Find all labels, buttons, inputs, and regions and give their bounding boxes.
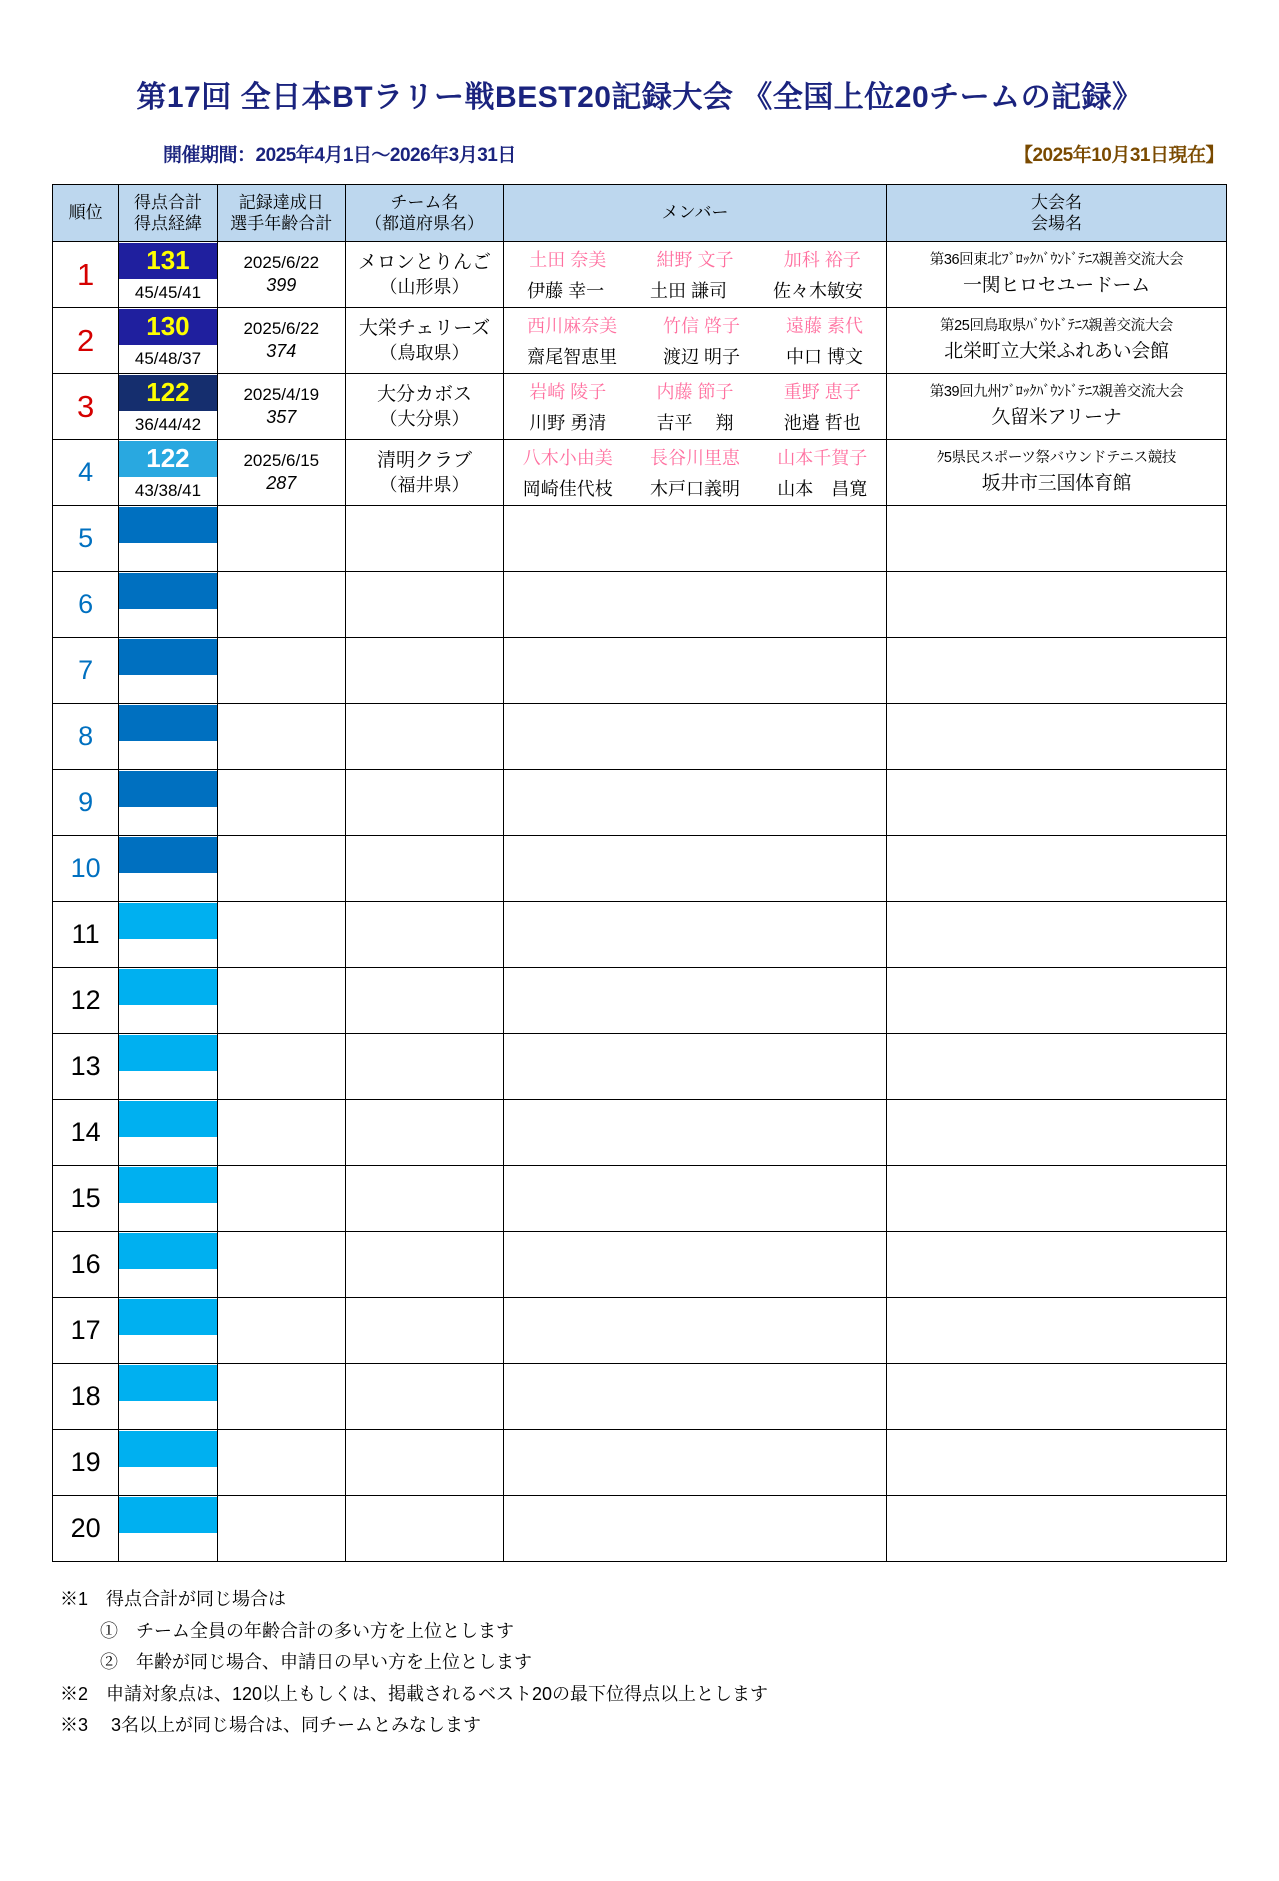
note-line: ※2 申請対象点は、120以上もしくは、掲載されるベスト20の最下位得点以上とします	[60, 1683, 769, 1704]
team-name: メロンとりんご	[358, 251, 492, 273]
member-row-top	[504, 442, 886, 473]
rank-cell: 14	[53, 1100, 119, 1166]
score-total	[119, 639, 216, 675]
note-line: ※1 得点合計が同じ場合は	[60, 1589, 287, 1609]
member-name: 長谷川里恵	[650, 448, 741, 468]
date-cell	[217, 1232, 345, 1298]
member-cell	[504, 1232, 887, 1298]
team-cell	[345, 1034, 503, 1100]
team-name: 清明クラブ	[377, 449, 473, 471]
event-cell	[886, 506, 1226, 572]
member-name: 加科 裕子	[783, 250, 861, 270]
team-name: 大栄チェリーズ	[358, 317, 491, 339]
table-row	[53, 308, 1227, 374]
date-cell	[217, 1430, 345, 1496]
event-cell	[886, 572, 1226, 638]
score-breakdown	[119, 1203, 216, 1231]
member-name: 土田 奈美	[529, 250, 607, 270]
member-name: 重野 恵子	[783, 382, 861, 402]
score-total	[119, 1167, 216, 1203]
score-breakdown	[119, 1401, 216, 1429]
team-cell	[345, 968, 503, 1034]
score-breakdown	[119, 1269, 216, 1297]
team-cell	[345, 770, 503, 836]
member-name: 岡崎佳代枝	[522, 479, 613, 499]
event-cell	[886, 1298, 1226, 1364]
date-cell	[217, 1166, 345, 1232]
score-breakdown	[119, 675, 216, 703]
team-prefecture: （鳥取県）	[379, 343, 470, 364]
header-date	[217, 185, 345, 242]
member-name: 吉平 翔	[656, 413, 734, 433]
score-cell	[119, 1496, 217, 1562]
header-event-bottom: 会場名	[1030, 214, 1082, 233]
rank-cell: 8	[53, 704, 119, 770]
score-breakdown	[119, 807, 216, 835]
table-row	[53, 506, 1227, 572]
header-team-bottom: （都道府県名）	[365, 214, 485, 233]
table-header	[53, 185, 1227, 242]
member-cell	[504, 968, 887, 1034]
member-name: 中口 博文	[785, 347, 863, 367]
score-breakdown: 45/48/37	[134, 348, 202, 368]
member-cell	[504, 308, 887, 374]
member-name: 齋尾智恵里	[527, 347, 618, 367]
header-member: メンバー	[504, 185, 887, 242]
event-cell	[886, 242, 1226, 308]
table-row	[53, 572, 1227, 638]
score-total	[119, 903, 216, 939]
score-total	[119, 1431, 216, 1467]
member-name: 岩崎 陵子	[529, 382, 607, 402]
event-cell	[886, 770, 1226, 836]
team-cell	[345, 242, 503, 308]
score-total: 122	[119, 375, 216, 411]
header-event-top: 大会名	[1030, 192, 1082, 212]
date-cell	[217, 1496, 345, 1562]
venue-name: 久留米アリーナ	[991, 406, 1122, 428]
score-cell	[119, 1430, 217, 1496]
date-cell	[217, 1364, 345, 1430]
team-cell	[345, 704, 503, 770]
subheader	[0, 140, 1279, 170]
member-row-top	[504, 310, 886, 341]
venue-name: 坂井市三国体育館	[981, 472, 1132, 494]
team-cell	[345, 506, 503, 572]
table-body	[53, 242, 1227, 1562]
score-breakdown: 36/44/42	[134, 414, 202, 434]
date-cell	[217, 638, 345, 704]
member-name: 紺野 文子	[656, 250, 734, 270]
rank-cell: 20	[53, 1496, 119, 1562]
team-cell	[345, 374, 503, 440]
rank-cell: 15	[53, 1166, 119, 1232]
member-name: 山本千賀子	[777, 448, 868, 468]
as-of-date: 【2025年10月31日現在】	[1013, 145, 1224, 166]
event-name: 第39回九州ﾌﾞﾛｯｸﾊﾞｳﾝﾄﾞﾃﾆｽ親善交流大会	[929, 383, 1184, 400]
table-row	[53, 1430, 1227, 1496]
score-total: 130	[119, 309, 216, 345]
rank-cell: 10	[53, 836, 119, 902]
age-total: 374	[266, 341, 297, 361]
rank-cell: 19	[53, 1430, 119, 1496]
score-cell	[119, 1100, 217, 1166]
team-cell	[345, 1166, 503, 1232]
team-cell	[345, 308, 503, 374]
rank-cell: 6	[53, 572, 119, 638]
member-cell	[504, 506, 887, 572]
event-cell	[886, 902, 1226, 968]
member-row-bottom	[504, 407, 886, 438]
date-cell	[217, 440, 345, 506]
team-cell	[345, 836, 503, 902]
team-cell	[345, 638, 503, 704]
team-prefecture: （大分県）	[379, 409, 470, 430]
score-total	[119, 573, 216, 609]
age-total: 287	[266, 473, 297, 493]
rank-cell: 13	[53, 1034, 119, 1100]
date-cell	[217, 572, 345, 638]
team-prefecture: （山形県）	[379, 277, 470, 298]
member-name: 池邉 哲也	[783, 413, 861, 433]
date-cell	[217, 374, 345, 440]
header-date-top: 記録達成日	[238, 192, 324, 212]
date-cell	[217, 1034, 345, 1100]
score-total	[119, 771, 216, 807]
event-cell	[886, 374, 1226, 440]
score-cell	[119, 968, 217, 1034]
table-row	[53, 1496, 1227, 1562]
team-cell	[345, 440, 503, 506]
header-team-top: チーム名	[390, 192, 459, 212]
rank-cell: 11	[53, 902, 119, 968]
score-total	[119, 969, 216, 1005]
age-total: 357	[266, 407, 297, 427]
notes-block	[60, 1584, 1279, 1742]
member-cell	[504, 1034, 887, 1100]
record-date: 2025/6/22	[243, 253, 320, 272]
rank-cell: 3	[53, 374, 119, 440]
member-row-bottom	[504, 473, 886, 504]
team-prefecture: （福井県）	[379, 475, 470, 496]
member-cell	[504, 770, 887, 836]
team-cell	[345, 1298, 503, 1364]
score-cell	[119, 242, 217, 308]
event-cell	[886, 704, 1226, 770]
date-cell	[217, 836, 345, 902]
rank-cell: 4	[53, 440, 119, 506]
score-total: 122	[119, 441, 216, 477]
score-total	[119, 1035, 216, 1071]
rank-cell: 7	[53, 638, 119, 704]
member-cell	[504, 1364, 887, 1430]
event-cell	[886, 308, 1226, 374]
member-cell	[504, 1298, 887, 1364]
member-name: 竹信 啓子	[663, 316, 741, 336]
score-breakdown: 43/38/41	[134, 480, 202, 500]
member-name: 八木小由美	[522, 448, 613, 468]
note-line: ② 年齢が同じ場合、申請日の早い方を上位とします	[100, 1652, 532, 1672]
table-row	[53, 1100, 1227, 1166]
note-line: ※3 3名以上が同じ場合は、同チームとみなします	[60, 1715, 482, 1735]
date-cell	[217, 770, 345, 836]
member-cell	[504, 242, 887, 308]
member-cell	[504, 374, 887, 440]
date-cell	[217, 506, 345, 572]
member-row-bottom	[504, 341, 886, 372]
table-row	[53, 1298, 1227, 1364]
header-event	[886, 185, 1226, 242]
member-cell	[504, 1166, 887, 1232]
score-breakdown	[119, 1137, 216, 1165]
score-cell	[119, 836, 217, 902]
team-cell	[345, 902, 503, 968]
member-name: 西川麻奈美	[527, 316, 618, 336]
member-cell	[504, 638, 887, 704]
team-cell	[345, 1232, 503, 1298]
score-breakdown	[119, 1335, 216, 1363]
rank-cell: 2	[53, 308, 119, 374]
header-rank: 順位	[53, 185, 119, 242]
table-row	[53, 638, 1227, 704]
table-row	[53, 770, 1227, 836]
header-team	[345, 185, 503, 242]
table-row	[53, 1166, 1227, 1232]
score-total	[119, 1497, 216, 1533]
event-name: 第25回鳥取県ﾊﾞｳﾝﾄﾞﾃﾆｽ親善交流大会	[940, 317, 1173, 334]
member-name: 山本 昌寛	[777, 479, 868, 499]
rank-cell: 9	[53, 770, 119, 836]
rank-cell: 18	[53, 1364, 119, 1430]
team-name: 大分カボス	[377, 383, 473, 405]
table-row	[53, 836, 1227, 902]
member-cell	[504, 1430, 887, 1496]
page-title: 第17回 全日本BTラリー戦BEST20記録大会 《全国上位20チームの記録》	[136, 81, 1143, 114]
member-cell	[504, 1496, 887, 1562]
score-cell	[119, 506, 217, 572]
score-breakdown	[119, 1467, 216, 1495]
age-total: 399	[266, 275, 297, 295]
score-cell	[119, 1034, 217, 1100]
team-cell	[345, 1430, 503, 1496]
team-cell	[345, 1496, 503, 1562]
member-row-bottom	[504, 275, 886, 306]
event-cell	[886, 1232, 1226, 1298]
member-name: 木戸口義明	[650, 479, 741, 499]
event-cell	[886, 1034, 1226, 1100]
score-cell	[119, 572, 217, 638]
rank-cell: 5	[53, 506, 119, 572]
event-name: ｸ5県民スポーツ祭バウンドテニス競技	[936, 449, 1176, 466]
rank-cell: 1	[53, 242, 119, 308]
score-cell	[119, 374, 217, 440]
table-row	[53, 968, 1227, 1034]
event-cell	[886, 1430, 1226, 1496]
event-name: 第36回東北ﾌﾞﾛｯｸﾊﾞｳﾝﾄﾞﾃﾆｽ親善交流大会	[929, 251, 1184, 268]
score-breakdown: 45/45/41	[134, 282, 202, 302]
table-row	[53, 1232, 1227, 1298]
score-total	[119, 837, 216, 873]
score-cell	[119, 1166, 217, 1232]
score-breakdown	[119, 543, 216, 571]
header-date-bottom: 選手年齢合計	[230, 214, 333, 233]
record-date: 2025/6/22	[243, 319, 320, 338]
event-cell	[886, 1496, 1226, 1562]
score-breakdown	[119, 741, 216, 769]
member-cell	[504, 836, 887, 902]
member-cell	[504, 902, 887, 968]
table-row	[53, 440, 1227, 506]
date-cell	[217, 1100, 345, 1166]
member-name: 遠藤 素代	[785, 316, 863, 336]
date-cell	[217, 242, 345, 308]
event-cell	[886, 440, 1226, 506]
table-row	[53, 704, 1227, 770]
period-text: 開催期間：2025年4月1日～2026年3月31日	[163, 145, 516, 166]
member-cell	[504, 704, 887, 770]
date-cell	[217, 308, 345, 374]
record-date: 2025/6/15	[243, 451, 320, 470]
score-total	[119, 1233, 216, 1269]
score-breakdown	[119, 939, 216, 967]
venue-name: 一関ヒロセユードーム	[962, 274, 1150, 296]
date-cell	[217, 704, 345, 770]
member-cell	[504, 440, 887, 506]
score-breakdown	[119, 1071, 216, 1099]
score-total: 131	[119, 243, 216, 279]
table-row	[53, 242, 1227, 308]
score-cell	[119, 1298, 217, 1364]
table-row	[53, 1034, 1227, 1100]
header-score-bottom: 得点経緯	[133, 214, 202, 233]
member-name: 渡辺 明子	[663, 347, 741, 367]
header-score	[119, 185, 217, 242]
member-name: 土田 謙司	[650, 281, 728, 301]
rank-cell: 17	[53, 1298, 119, 1364]
event-cell	[886, 968, 1226, 1034]
score-cell	[119, 1364, 217, 1430]
score-cell	[119, 704, 217, 770]
score-cell	[119, 638, 217, 704]
member-cell	[504, 572, 887, 638]
score-breakdown	[119, 873, 216, 901]
score-cell	[119, 1232, 217, 1298]
score-total	[119, 1299, 216, 1335]
header-score-top: 得点合計	[133, 192, 202, 212]
table-row	[53, 374, 1227, 440]
date-cell	[217, 902, 345, 968]
note-line: ① チーム全員の年齢合計の多い方を上位とします	[100, 1620, 514, 1641]
table-row	[53, 1364, 1227, 1430]
date-cell	[217, 968, 345, 1034]
rankings-table	[52, 184, 1227, 1562]
document-page	[0, 72, 1279, 1881]
table-row	[53, 902, 1227, 968]
rank-cell: 16	[53, 1232, 119, 1298]
event-cell	[886, 1364, 1226, 1430]
team-cell	[345, 1364, 503, 1430]
score-breakdown	[119, 1005, 216, 1033]
score-total	[119, 1101, 216, 1137]
record-date: 2025/4/19	[243, 385, 320, 404]
member-name: 内藤 節子	[656, 382, 734, 402]
event-cell	[886, 1166, 1226, 1232]
score-cell	[119, 770, 217, 836]
team-cell	[345, 572, 503, 638]
member-name: 川野 勇清	[529, 413, 607, 433]
member-row-top	[504, 244, 886, 275]
score-breakdown	[119, 1533, 216, 1561]
score-cell	[119, 308, 217, 374]
score-cell	[119, 440, 217, 506]
score-total	[119, 507, 216, 543]
score-cell	[119, 902, 217, 968]
score-total	[119, 705, 216, 741]
team-cell	[345, 1100, 503, 1166]
member-row-top	[504, 376, 886, 407]
date-cell	[217, 1298, 345, 1364]
member-name: 佐々木敏安	[772, 281, 863, 301]
score-total	[119, 1365, 216, 1401]
rank-cell: 12	[53, 968, 119, 1034]
score-breakdown	[119, 609, 216, 637]
event-cell	[886, 836, 1226, 902]
venue-name: 北栄町立大栄ふれあい会館	[944, 340, 1169, 362]
member-cell	[504, 1100, 887, 1166]
event-cell	[886, 1100, 1226, 1166]
member-name: 伊藤 幸一	[527, 281, 605, 301]
event-cell	[886, 638, 1226, 704]
